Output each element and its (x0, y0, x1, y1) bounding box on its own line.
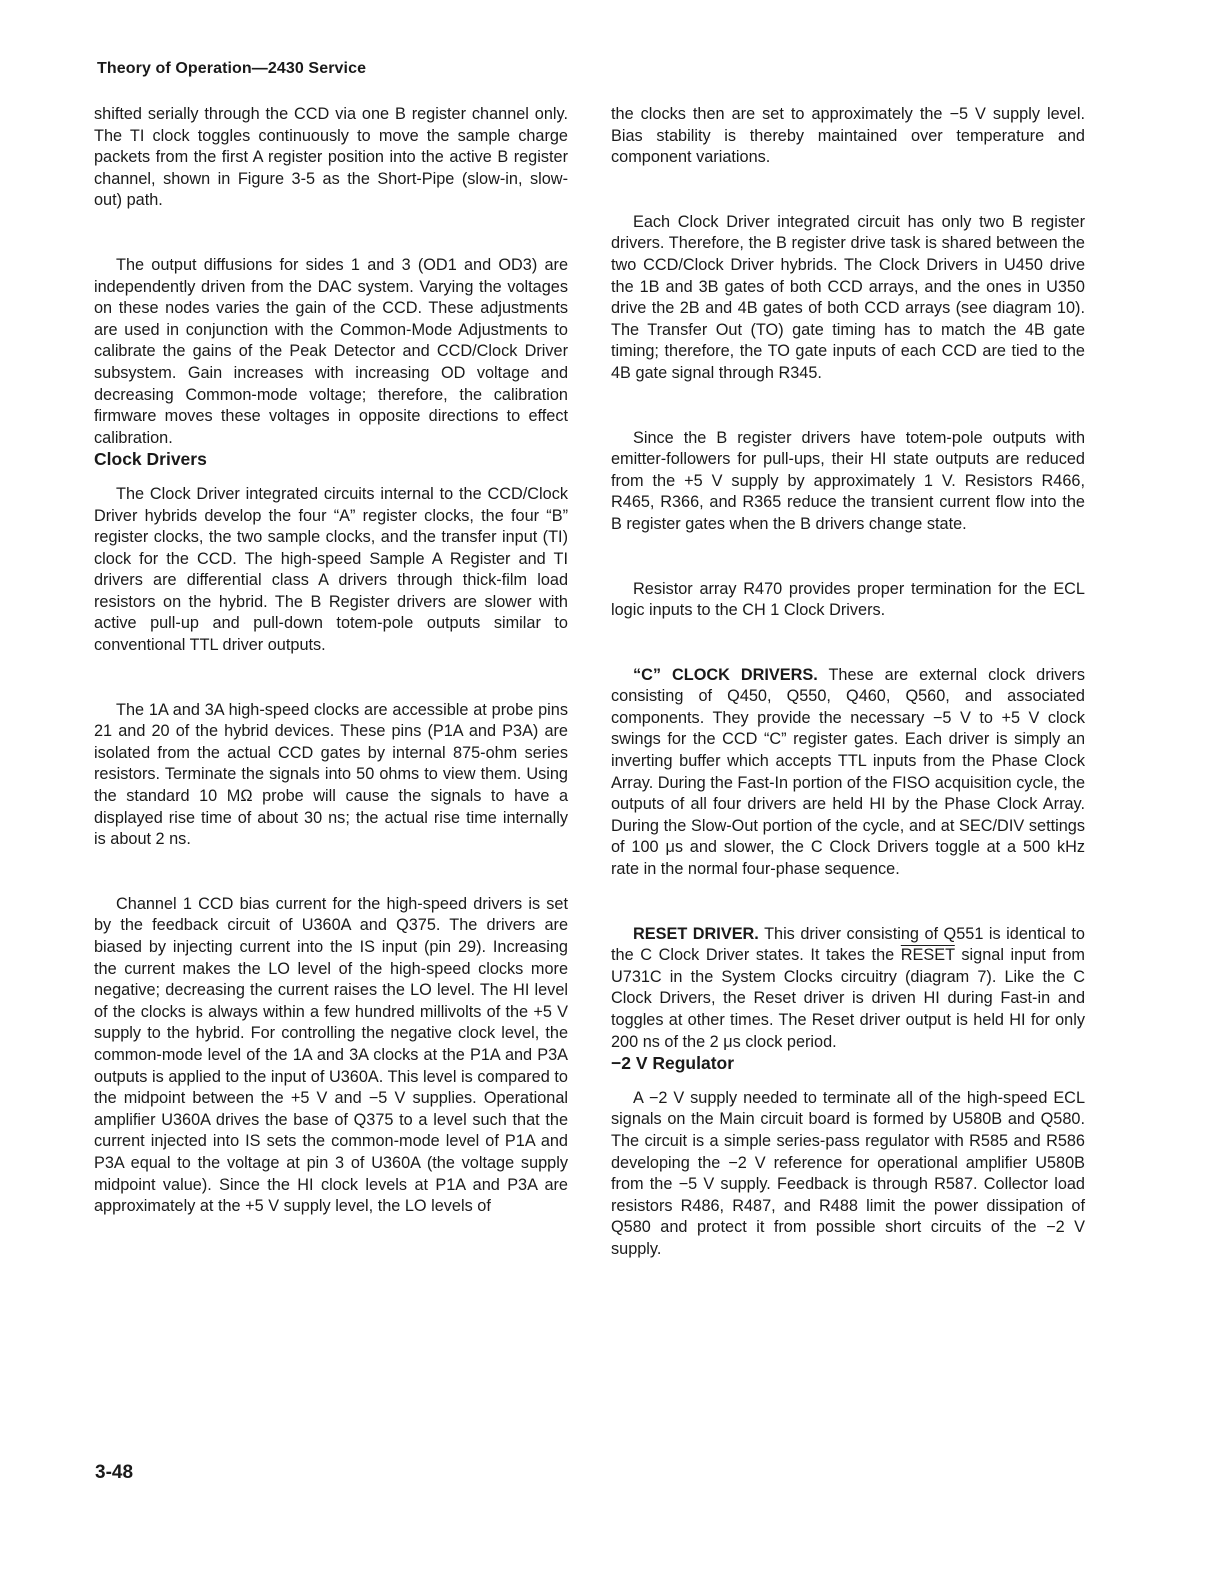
running-header: Theory of Operation—2430 Service (97, 60, 367, 77)
paragraph-high-speed-clocks: The 1A and 3A high-speed clocks are accessible at probe pins 21 and 20 of the hybrid devices. These pins (P1A and P3A) are isolated from the actual CCD gates by internal 875-ohm series resistors. Terminate the signals into 50 ohms to view them. Using the standard 10 MΩ probe will cause the signals to have a displayed rise time of about 30 ns; the actual rise time internally is about 2 ns. (94, 700, 568, 849)
right-column (611, 104, 1085, 1261)
paragraph-ccd-bias-current: Channel 1 CCD bias current for the high-speed drivers is set by the feedback circuit of U360A and Q375. The drivers are biased by injecting current into the IS input (pin 29). Increasing the current makes the LO level of the high-speed clocks more negative; decreasing the current raises the LO level. The HI level of the clocks is always within a few hundred millivolts of the +5 V supply to the hybrid. For controlling the negative clock level, the common-mode level of the 1A and 3A clocks at the P1A and P3A outputs is applied to the input of U360A. This level is compared to the midpoint between the +5 V and −5 V supplies. Operational amplifier U360A drives the base of Q375 to a level such that the current injected into IS sets the common-mode level of P1A and P3A equal to the voltage at pin 3 of U360A (the voltage supply midpoint value). Since the HI clock levels at P1A and P3A are approximately at the +5 V supply level, the LO levels of (94, 894, 568, 1216)
run-in-c-clock-drivers: “C” CLOCK DRIVERS. (633, 665, 818, 684)
paragraph-resistor-array: Resistor array R470 provides proper termination for the ECL logic inputs to the CH 1 Clock Drivers. (611, 579, 1085, 620)
left-column (94, 104, 568, 1218)
reset-signal-name: RESET (900, 946, 955, 965)
reset-driver-text-1: This driver consisting of Q551 is identical to the C Clock Driver states. It takes the (611, 924, 1085, 965)
page-number: 3-48 (95, 1462, 134, 1483)
paragraph-output-diffusions: The output diffusions for sides 1 and 3 (OD1 and OD3) are independently driven from the DAC system. Varying the voltages on these nodes varies the gain of the CCD. These adjustments are used in conjunction with the Common-Mode Adjustments to calibrate the gains of the Peak Detector and CCD/Clock Driver subsystem. Gain increases with increasing OD voltage and decreasing Common-mode voltage; therefore, the calibration firmware moves these voltages in opposite directions to effect calibration. (94, 255, 568, 447)
run-in-reset-driver: RESET DRIVER. (633, 924, 759, 943)
paragraph-b-register-drivers: Each Clock Driver integrated circuit has only two B register drivers. Therefore, the B register drive task is shared between the two CCD/Clock Driver hybrids. The Clock Drivers in U450 drive the 1B and 3B gates of both CCD arrays, and the ones in U350 drive the 2B and 4B gates of both CCD arrays (see diagram 10). The Transfer Out (TO) gate timing has to match the 4B gate timing; therefore, the TO gate inputs of each CCD are tied to the 4B gate signal through R345. (611, 212, 1085, 382)
heading-clock-drivers: Clock Drivers (94, 449, 207, 470)
paragraph-bias-stability: the clocks then are set to approximately the −5 V supply level. Bias stability is thereby maintained over temperature and component variations. (611, 105, 1085, 167)
heading-minus-2v-regulator: −2 V Regulator (611, 1053, 735, 1074)
c-clock-drivers-text: These are external clock drivers consisting of Q450, Q550, Q460, Q560, and associated components. They provide the necessary −5 V to +5 V clock swings for the CCD “C” register gates. Each driver is simply an inverting buffer which accepts TTL inputs from the Phase Clock Array. During the Fast-In portion of the FISO acquisition cycle, the outputs of all four drivers are held HI by the Phase Clock Array. During the Slow-Out portion of the cycle, and at SEC/DIV settings of 100 μs and slower, the C Clock Drivers toggle at a 500 kHz rate in the normal four-phase sequence. (611, 665, 1085, 879)
paragraph-short-pipe-path: shifted serially through the CCD via one B register channel only. The TI clock toggles continuously to move the sample charge packets from the first A register position into the active B register channel, shown in Figure 3-5 as the Short-Pipe (slow-in, slow-out) path. (94, 105, 568, 210)
paragraph-clock-driver-ics: The Clock Driver integrated circuits internal to the CCD/Clock Driver hybrids develop the four “A” register clocks, the four “B” register clocks, the two sample clocks, and the transfer input (TI) clock for the CCD. The high-speed Sample A Register and TI drivers are differential class A drivers through thick-film load resistors on the hybrid. The B Register drivers are slower with active pull-up and pull-down totem-pole outputs similar to conventional TTL driver outputs. (94, 484, 568, 655)
paragraph-c-clock-drivers (611, 665, 1085, 881)
paragraph-reset-driver (611, 924, 1085, 1054)
paragraph-totem-pole-outputs: Since the B register drivers have totem-pole outputs with emitter-followers for pull-ups, their HI state outputs are reduced from the +5 V supply by approximately 1 V. Resistors R466, R465, R366, and R365 reduce the transient current flow into the B register gates when the B drivers change state. (611, 428, 1085, 533)
reset-driver-text-2: signal input from U731C in the System Clocks circuitry (diagram 7). Like the C Clock Drivers, the Reset driver is driven HI during Fast-in and toggles at other times. The Reset driver output is held HI for only 200 ns of the 2 μs clock period. (611, 946, 1085, 1051)
paragraph-minus-2v-regulator: A −2 V supply needed to terminate all of the high-speed ECL signals on the Main circuit board is formed by U580B and Q580. The circuit is a simple series-pass regulator with R585 and R586 developing the −2 V reference for operational amplifier U580B from the −5 V supply. Feedback is through R587. Collector load resistors R486, R487, and R488 limit the power dissipation of Q580 and protect it from possible short circuits of the −2 V supply. (611, 1088, 1085, 1258)
